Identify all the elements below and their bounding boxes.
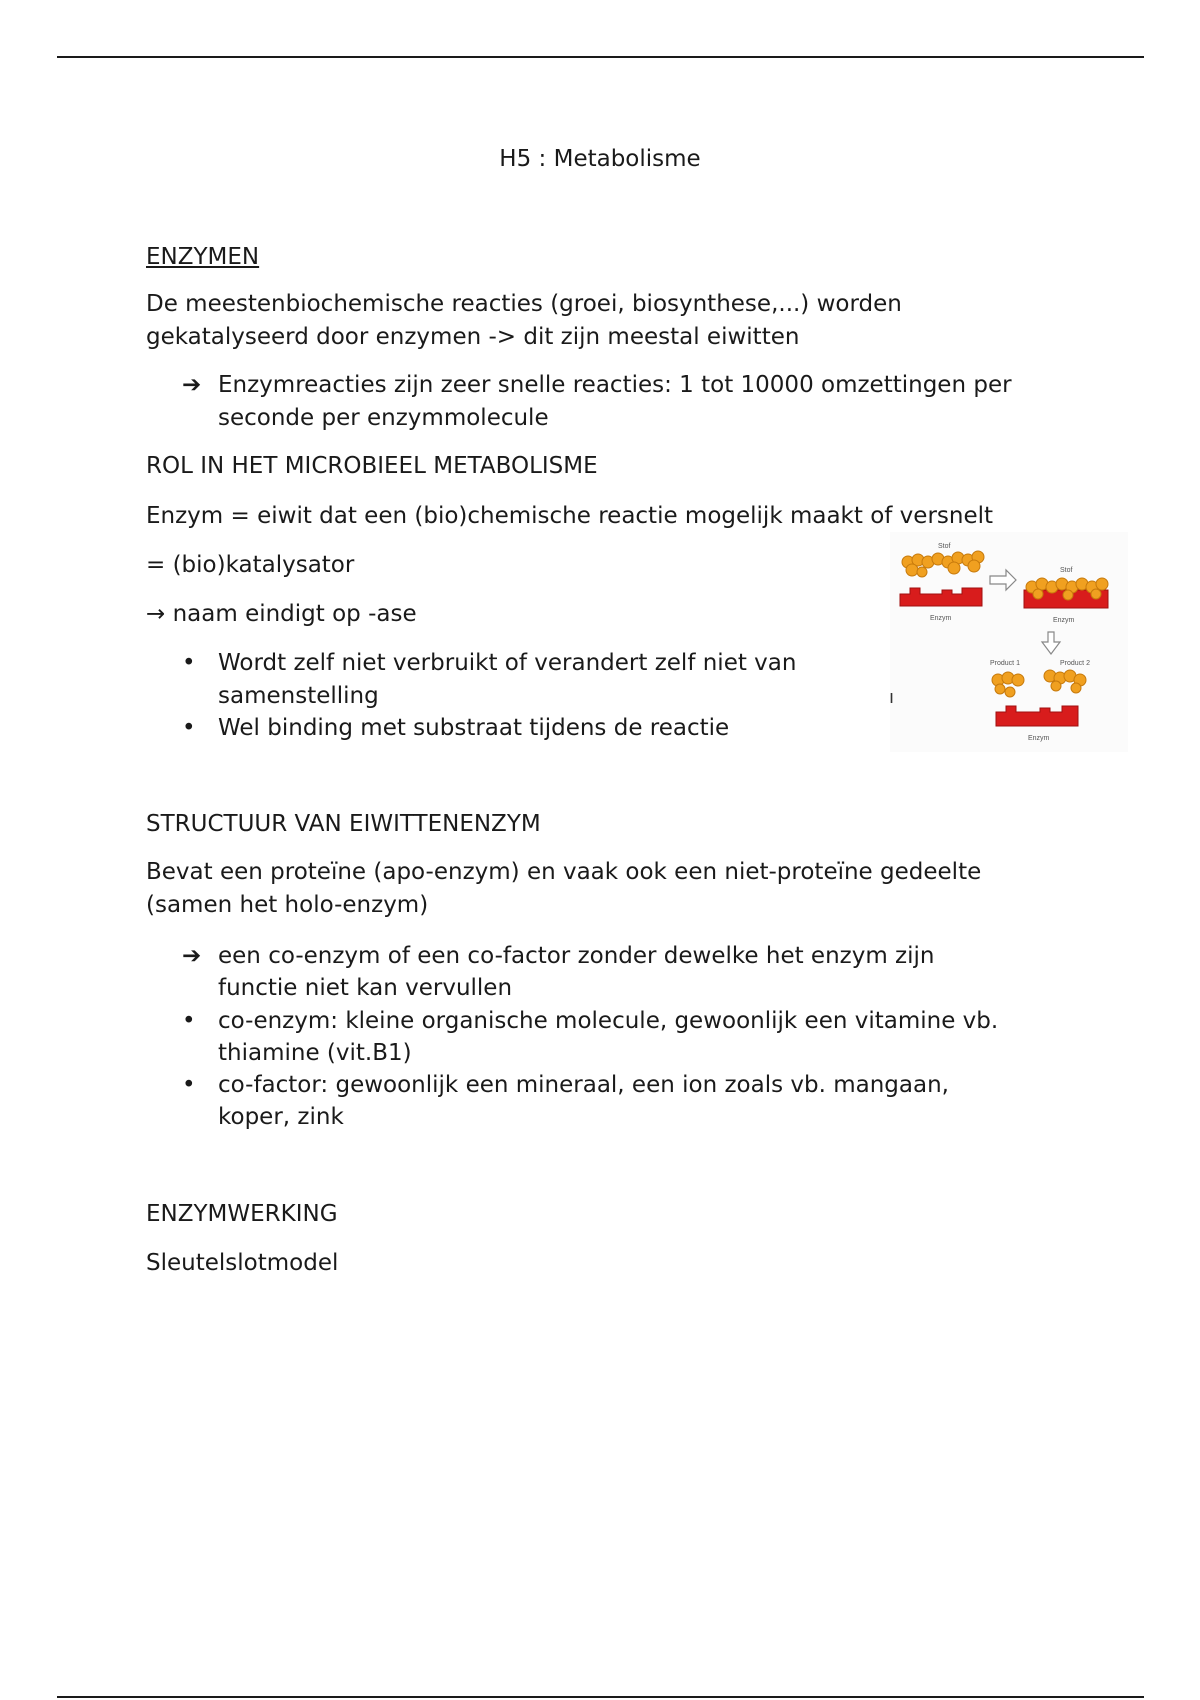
structuur-arrow-item-line1: een co-enzym of een co-factor zonder dewelke het enzym zijn xyxy=(218,943,935,969)
rol-bullet1-line1: Wordt zelf niet verbruikt of verandert zelf niet van xyxy=(218,650,797,676)
label-enzym-1: Enzym xyxy=(930,615,952,622)
label-product-1: Product 1 xyxy=(990,660,1020,667)
bottom-rule xyxy=(57,1696,1144,1698)
werking-line1: Sleutelslotmodel xyxy=(146,1250,339,1276)
structuur-bullet1-line1: co-enzym: kleine organische molecule, gewoonlijk een vitamine vb. xyxy=(218,1008,999,1034)
bullet-dot-icon: • xyxy=(182,650,196,676)
label-enzym-2: Enzym xyxy=(1053,617,1075,624)
bullet-dot-icon: • xyxy=(182,1072,196,1098)
rol-bullet2: Wel binding met substraat tijdens de reactie xyxy=(218,715,730,741)
stray-glyph: ı xyxy=(889,687,895,708)
product-1-shape xyxy=(992,672,1024,697)
page-title: H5 : Metabolisme xyxy=(499,146,701,172)
rol-line2: = (bio)katalysator xyxy=(146,552,355,578)
arrow-bullet-icon: ➔ xyxy=(182,372,202,398)
enzymen-arrow-item-line1: Enzymreacties zijn zeer snelle reacties: 1 tot 10000 omzettingen per xyxy=(218,372,1012,398)
heading-rol: ROL IN HET MICROBIEEL METABOLISME xyxy=(146,453,598,479)
enzymen-para-line1: De meestenbiochemische reacties (groei, biosynthese,...) worden xyxy=(146,291,902,317)
bullet-dot-icon: • xyxy=(182,715,196,741)
substrate-shape-1 xyxy=(902,551,984,577)
rol-bullet1-line2: samenstelling xyxy=(218,683,379,709)
enzymen-arrow-item-line2: seconde per enzymmolecule xyxy=(218,405,549,431)
structuur-bullet1-line2: thiamine (vit.B1) xyxy=(218,1040,412,1066)
label-enzym-3: Enzym xyxy=(1028,735,1050,742)
enzyme-shape-1 xyxy=(900,588,982,606)
heading-structuur: STRUCTUUR VAN EIWITTENENZYM xyxy=(146,811,541,837)
structuur-para-line2: (samen het holo-enzym) xyxy=(146,892,429,918)
label-stof-2: Stof xyxy=(1060,567,1073,574)
down-arrow-icon xyxy=(1042,632,1060,654)
rol-line1: Enzym = eiwit dat een (bio)chemische reactie mogelijk maakt of versnelt xyxy=(146,503,994,529)
structuur-bullet2-line1: co-factor: gewoonlijk een mineraal, een ion zoals vb. mangaan, xyxy=(218,1072,949,1098)
enzyme-diagram xyxy=(890,532,1128,752)
structuur-bullet2-line2: koper, zink xyxy=(218,1104,344,1130)
bullet-dot-icon: • xyxy=(182,1008,196,1034)
enzymen-para-line2: gekatalyseerd door enzymen -> dit zijn meestal eiwitten xyxy=(146,324,800,350)
arrow-bullet-icon: ➔ xyxy=(182,943,202,969)
heading-enzymwerking: ENZYMWERKING xyxy=(146,1201,338,1227)
label-stof-1: Stof xyxy=(938,543,951,550)
heading-enzymen: ENZYMEN xyxy=(146,244,260,270)
structuur-arrow-item-line2: functie niet kan vervullen xyxy=(218,975,513,1001)
enzyme-reaction-figure xyxy=(890,532,1128,752)
substrate-shape-2 xyxy=(1026,578,1108,600)
product-2-shape xyxy=(1044,670,1086,693)
structuur-para-line1: Bevat een proteïne (apo-enzym) en vaak ook een niet-proteïne gedeelte xyxy=(146,859,982,885)
rol-line3: → naam eindigt op -ase xyxy=(146,601,417,627)
label-product-2: Product 2 xyxy=(1060,660,1090,667)
right-arrow-icon xyxy=(990,570,1016,590)
top-rule xyxy=(57,56,1144,58)
enzyme-shape-3 xyxy=(996,706,1078,726)
